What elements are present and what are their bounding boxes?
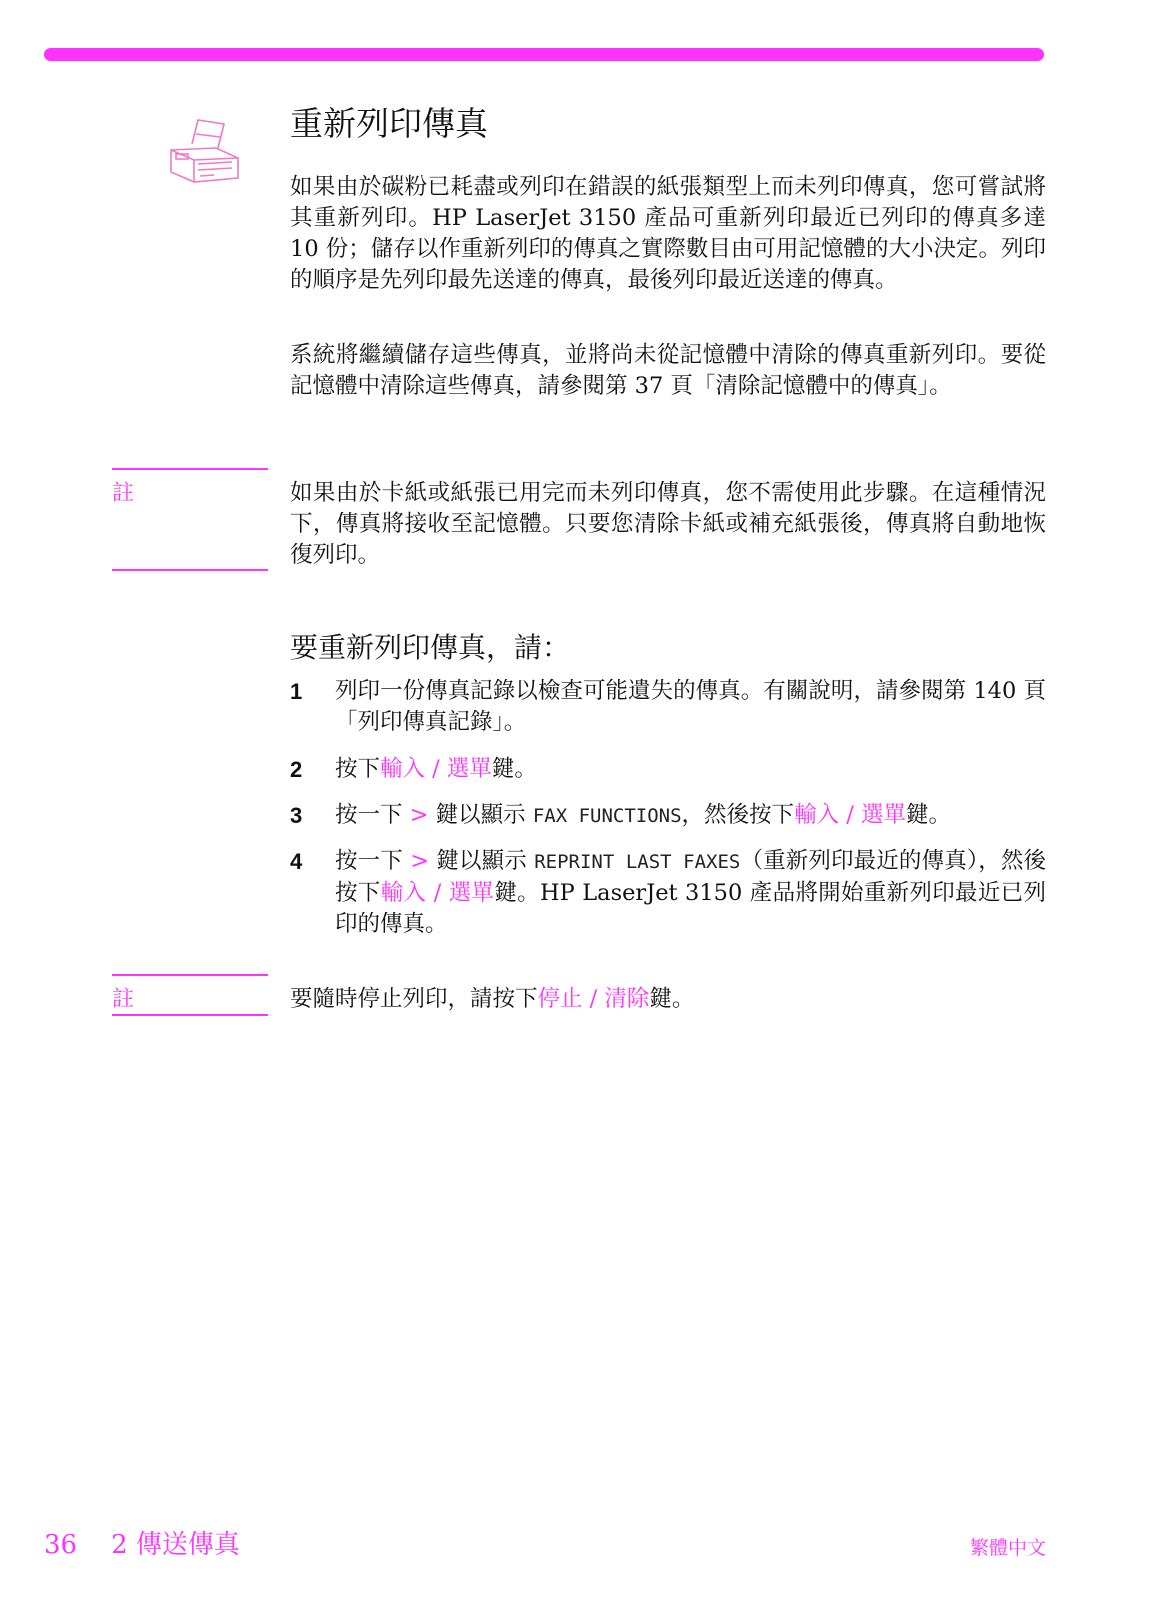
page-title: 重新列印傳真: [290, 104, 488, 143]
step-text: 按一下 > 鍵以顯示 REPRINT LAST FAXES（重新列印最近的傳真），然後按下輸入 / 選單鍵。HP LaserJet 3150 產品將開始重新列印最近已列印的傳真。: [335, 848, 1046, 937]
footer-left: [44, 1528, 240, 1562]
chapter-title: 2 傳送傳真: [111, 1530, 240, 1560]
enter-menu-key: 輸入 / 選單: [794, 802, 906, 828]
enter-menu-key: 輸入 / 選單: [380, 756, 492, 782]
forward-arrow-key: >: [409, 802, 429, 828]
page-number: 36: [44, 1530, 78, 1560]
step-number: 4: [290, 849, 303, 874]
step-number: 3: [290, 803, 303, 828]
stop-clear-key: 停止 / 清除: [537, 986, 650, 1012]
note-bottom-rule: [112, 569, 268, 571]
footer-language: 繁體中文: [969, 1537, 1046, 1559]
note-text: 如果由於卡紙或紙張已用完而未列印傳真，您不需使用此步驟。在這種情況下，傳真將接收至記憶體。只要您清除卡紙或補充紙張後，傳真將自動地恢復列印。: [290, 480, 1046, 568]
note-label: 註: [112, 987, 135, 1012]
intro-paragraph-1: 如果由於碳粉已耗盡或列印在錯誤的紙張類型上而未列印傳真，您可嘗試將其重新列印。HP LaserJet 3150 產品可重新列印最近已列印的傳真多達 10 份；儲存以作重新列印的傳真之實際數目由可用記憶體的大小決定。列印的順序是先列印最先送達的傳真，最後列印最近送達的傳真。: [290, 174, 1046, 293]
forward-arrow-key: >: [410, 848, 430, 874]
step-number: 2: [290, 757, 303, 782]
fax-machine-icon: [168, 114, 242, 188]
step-text: 列印一份傳真記錄以檢查可能遺失的傳真。有關說明，請參閱第 140 頁「列印傳真記錄」。: [335, 678, 1046, 735]
procedure-heading: 要重新列印傳真，請：: [290, 631, 571, 664]
step-text: 按一下 > 鍵以顯示 FAX FUNCTIONS，然後按下輸入 / 選單鍵。: [335, 802, 951, 828]
lcd-display-text: FAX FUNCTIONS: [532, 805, 682, 827]
note-label: 註: [112, 481, 135, 506]
note-top-rule: [112, 468, 268, 470]
enter-menu-key: 輸入 / 選單: [380, 880, 495, 906]
intro-paragraph-2: 系統將繼續儲存這些傳真，並將尚未從記憶體中清除的傳真重新列印。要從記憶體中清除這些傳真，請參閱第 37 頁「清除記憶體中的傳真」。: [290, 342, 1046, 399]
note-top-rule: [112, 974, 268, 976]
note-text: 要隨時停止列印，請按下停止 / 清除鍵。: [290, 986, 695, 1012]
note-bottom-rule: [112, 1014, 268, 1016]
lcd-display-text: REPRINT LAST FAXES: [534, 851, 741, 873]
step-text: 按下輸入 / 選單鍵。: [335, 756, 537, 782]
step-number: 1: [290, 679, 303, 704]
header-accent-bar: [44, 48, 1044, 61]
